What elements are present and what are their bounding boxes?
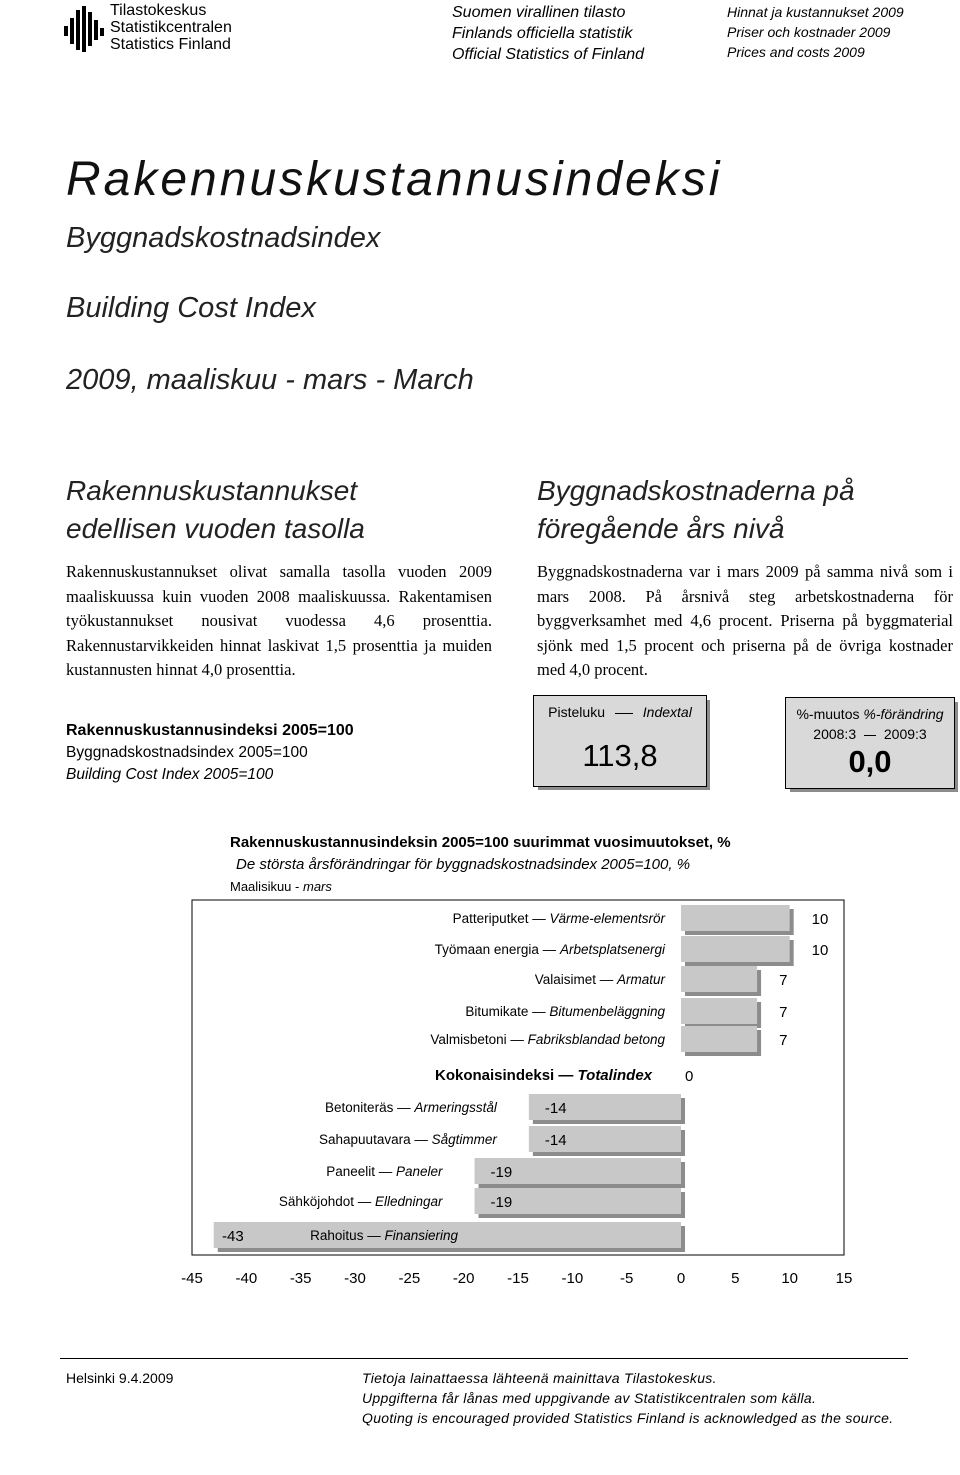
bar (681, 936, 790, 962)
x-tick-label: 15 (835, 1270, 853, 1287)
footer-note: Uppgifterna får lånas med uppgivande av Statistikcentralen som källa. (362, 1390, 817, 1406)
title-period: 2009, maaliskuu - mars - March (66, 364, 474, 396)
bar (681, 1026, 757, 1052)
bar-value-label: -14 (544, 1132, 567, 1149)
bar-category-label: Bitumikate — Bitumenbeläggning (465, 1004, 665, 1019)
topic-line: Prices and costs 2009 (727, 44, 865, 60)
logo-line: Tilastokeskus (110, 2, 207, 19)
series-line: Official Statistics of Finland (452, 46, 645, 63)
chart-period: Maalisikuu - mars (230, 879, 332, 894)
bar (681, 905, 790, 931)
logo-line: Statistics Finland (110, 36, 231, 53)
bar-value-label: 7 (779, 1004, 788, 1021)
bar-value-label: 0 (685, 1068, 694, 1085)
chart-period-sv: mars (303, 879, 332, 894)
chart-title-sv: De största årsförändringar för byggnadskostnadsindex 2005=100, % (236, 856, 691, 873)
bar-category-label: Sähköjohdot — Elledningar (278, 1194, 443, 1209)
x-tick-label: -40 (235, 1270, 258, 1287)
heading-line: edellisen vuoden tasolla (66, 513, 365, 544)
period-to: 2009:3 (883, 726, 927, 742)
title-swedish: Byggnadskostnadsindex (66, 222, 381, 254)
bar-category-label: Patteriputket — Värme-elementsrör (452, 911, 665, 926)
bar-value-label: 10 (811, 942, 829, 959)
bar (681, 998, 757, 1024)
x-tick-label: -35 (289, 1270, 312, 1287)
topic-line: Priser och kostnader 2009 (727, 24, 891, 40)
point-label-sv: Indextal (642, 704, 692, 720)
footer-place-date: Helsinki 9.4.2009 (66, 1370, 174, 1386)
heading-line: Byggnadskostnaderna på (537, 475, 855, 506)
chart-title-fi: Rakennuskustannusindeksin 2005=100 suurimmat vuosimuutokset, % (230, 834, 731, 851)
index-label-en: Building Cost Index 2005=100 (66, 766, 274, 783)
bar (681, 966, 757, 992)
logo-line: Statistikcentralen (110, 19, 232, 36)
change-label-sv: %-förändring (863, 706, 944, 722)
bar-value-label: 10 (811, 911, 829, 928)
change-label-fi: %-muutos (796, 706, 860, 722)
point-value: 113,8 (582, 738, 658, 773)
chart-period-fi: Maalisikuu (230, 879, 292, 894)
bar-value-label: -19 (490, 1194, 513, 1211)
series-line: Finlands officiella statistik (452, 25, 633, 42)
bar-category-label: Valmisbetoni — Fabriksblandad betong (430, 1032, 665, 1047)
bar-value-label: -19 (490, 1164, 513, 1181)
title-english: Building Cost Index (66, 292, 316, 324)
index-label-fi: Rakennuskustannusindeksi 2005=100 (66, 722, 354, 739)
x-tick-label: 0 (676, 1270, 686, 1287)
bar-category-label: Valaisimet — Armatur (534, 972, 665, 987)
page-title: Rakennuskustannusindeksi (66, 153, 723, 206)
footer-note: Tietoja lainattaessa lähteenä mainittava Tilastokeskus. (362, 1370, 717, 1386)
x-tick-label: -5 (619, 1270, 634, 1287)
bar-category-label: Betoniteräs — Armeringsstål (325, 1100, 497, 1115)
bar-category-label: Työmaan energia — Arbetsplatsenergi (434, 942, 665, 957)
bar-category-label: Paneelit — Paneler (326, 1164, 443, 1179)
footer-divider (60, 1358, 908, 1359)
topic-line: Hinnat ja kustannukset 2009 (727, 4, 904, 20)
bar-category-label: Kokonaisindeksi — Totalindex (435, 1067, 652, 1084)
section-text-sv: Byggnadskostnaderna var i mars 2009 på samma nivå som i mars 2008. På årsnivå steg arbetskostnaderna för byggverksamhet med 4,6 procent. Priserna på byggmaterial sjönk med 1,5 procent och priserna på de övriga kostnader med 4,0 procent. (537, 562, 953, 679)
point-label-fi: Pisteluku (548, 704, 605, 720)
x-tick-label: -30 (344, 1270, 366, 1287)
footer-notes (362, 1368, 893, 1428)
section-text-fi: Rakennuskustannukset olivat samalla tasolla vuoden 2009 maaliskuussa kuin vuoden 2008 maaliskuussa. Rakentamisen työkustannukset nousivat vuodessa 4,6 prosenttia. Rakennustarvikkeiden hinnat laskivat 1,5 prosenttia ja muiden kustannusten hinnat 4,0 prosenttia. (66, 562, 492, 679)
footer-note: Quoting is encouraged provided Statistics Finland is acknowledged as the source. (362, 1410, 894, 1426)
x-tick-label: 5 (731, 1270, 740, 1287)
x-tick-label: -45 (181, 1270, 203, 1287)
bar-value-label: 7 (779, 1032, 788, 1049)
x-tick-label: -20 (452, 1270, 475, 1287)
x-tick-label: -10 (561, 1270, 584, 1287)
series-line: Suomen virallinen tilasto (452, 4, 626, 21)
period-from: 2008:3 (813, 726, 857, 742)
index-label-sv: Byggnadskostnadsindex 2005=100 (66, 744, 308, 761)
x-tick-label: -25 (398, 1270, 421, 1287)
heading-line: föregående års nivå (537, 513, 785, 544)
x-tick-label: 10 (781, 1270, 799, 1287)
change-value: 0,0 (848, 744, 892, 779)
heading-line: Rakennuskustannukset (66, 475, 358, 506)
x-tick-label: -15 (507, 1270, 529, 1287)
bar-category-label: Rahoitus — Finansiering (310, 1228, 458, 1243)
bar-category-label: Sahapuutavara — Sågtimmer (319, 1132, 497, 1147)
bar-value-label: 7 (779, 972, 788, 989)
bar-value-label: -43 (222, 1228, 244, 1245)
bar-value-label: -14 (544, 1100, 567, 1117)
